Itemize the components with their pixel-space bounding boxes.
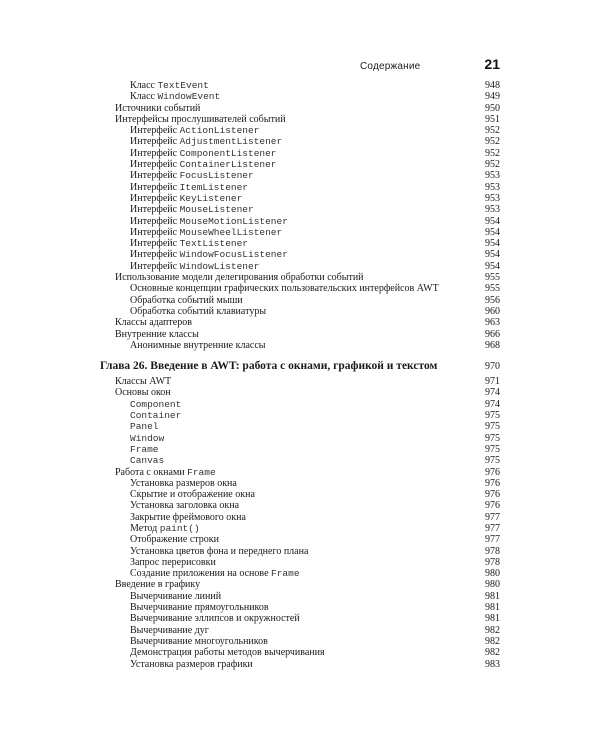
chapter-heading: [100, 360, 500, 372]
entry-text: Интерфейс: [130, 192, 180, 204]
code-identifier: Frame: [187, 466, 216, 478]
toc-entry-page: 974: [485, 387, 500, 399]
toc-entry-page: 954: [485, 249, 500, 261]
toc-entry-page: 950: [485, 102, 500, 114]
toc-entry-page: 981: [485, 590, 500, 602]
toc-entry: [100, 204, 500, 215]
toc-entry-page: 975: [485, 410, 500, 422]
code-identifier: paint(): [159, 522, 200, 534]
code-identifier: Frame: [271, 568, 300, 580]
toc-entry-page: 953: [485, 204, 500, 216]
entry-text: Интерфейс: [130, 181, 180, 193]
entry-text: Закрытие фреймового окна: [130, 511, 246, 523]
toc-entry: [100, 659, 500, 670]
code-identifier: MouseListener: [179, 204, 254, 216]
toc-entry-page: 953: [485, 181, 500, 193]
entry-text: Интерфейс: [130, 204, 180, 216]
toc-entry-page: 975: [485, 443, 500, 455]
toc-entry: [100, 602, 500, 613]
code-identifier: MouseWheelListener: [179, 226, 283, 238]
toc-entry: [100, 444, 500, 455]
toc-entry-page: 976: [485, 466, 500, 478]
toc-entry: [100, 170, 500, 181]
toc-entry-title: [130, 489, 255, 500]
code-identifier: Component: [130, 398, 182, 410]
toc-entry-title: [130, 340, 266, 351]
entry-text: Классы адаптеров: [115, 317, 192, 329]
toc-entry-page: 975: [485, 455, 500, 467]
toc-entry: [100, 80, 500, 91]
entry-text: Класс: [130, 91, 158, 103]
entry-text: Работа с окнами: [115, 466, 188, 478]
toc-entry-title: [115, 467, 216, 478]
code-identifier: WindowListener: [179, 260, 260, 272]
toc-entry-page: 953: [485, 170, 500, 182]
toc-entry-title: [115, 114, 286, 125]
toc-entry-page: 948: [485, 80, 500, 91]
toc-entry-page: 954: [485, 260, 500, 272]
toc-entry-title: [130, 659, 253, 670]
toc-entry-page: 954: [485, 226, 500, 238]
toc-entry-page: 960: [485, 305, 500, 317]
toc-entry: [100, 227, 500, 238]
toc-entry-page: 956: [485, 294, 500, 306]
toc-entry-title: [130, 399, 181, 410]
toc-entry-page: 963: [485, 317, 500, 329]
toc-entry-title: [130, 613, 300, 624]
entry-text: Интерфейс: [130, 260, 180, 272]
toc-entry: [100, 136, 500, 147]
code-identifier: TextListener: [179, 238, 249, 250]
entry-text: Создание приложения на основе: [130, 568, 272, 580]
toc-entry: [100, 159, 500, 170]
toc-entry-page: 971: [485, 376, 500, 388]
toc-entry-page: 954: [485, 215, 500, 227]
toc-entry-page: 977: [485, 522, 500, 534]
entry-text: Интерфейс: [130, 238, 180, 250]
code-identifier: Window: [130, 432, 165, 444]
toc-entry: [100, 283, 500, 294]
toc-entry: [100, 467, 500, 478]
toc-entry-page: 952: [485, 136, 500, 148]
toc-entry: [100, 489, 500, 500]
toc-entry: [100, 317, 500, 328]
toc-group-events: [100, 80, 500, 351]
entry-text: Интерфейс: [130, 215, 180, 227]
entry-text: Интерфейс: [130, 136, 180, 148]
entry-text: Интерфейс: [130, 226, 180, 238]
toc-entry: [100, 636, 500, 647]
toc-entry: [100, 534, 500, 545]
toc-entry-title: [130, 306, 266, 317]
toc-entry: [100, 91, 500, 102]
entry-text: Отображение строки: [130, 534, 219, 546]
toc-entry: [100, 478, 500, 489]
code-identifier: FocusListener: [179, 170, 254, 182]
toc-entry-title: [130, 546, 308, 557]
entry-text: Метод: [130, 522, 160, 534]
toc-entry-title: [130, 261, 259, 272]
toc-entry-title: [130, 636, 268, 647]
entry-text: Использование модели делегирования обработки событий: [115, 272, 364, 284]
toc-entry-title: [130, 455, 164, 466]
toc-entry: [100, 103, 500, 114]
toc-entry-title: [115, 329, 199, 340]
code-identifier: ActionListener: [179, 125, 260, 137]
entry-text: Вычерчивание дуг: [130, 624, 209, 636]
toc-entry: [100, 387, 500, 398]
toc-entry: [100, 125, 500, 136]
toc-entry-page: 977: [485, 511, 500, 523]
toc-entry: [100, 238, 500, 249]
toc-entry: [100, 579, 500, 590]
toc-entry: [100, 295, 500, 306]
toc-entry-title: [130, 433, 164, 444]
toc-entry-page: 955: [485, 272, 500, 284]
entry-text: Установка размеров графики: [130, 658, 253, 670]
toc-entry-title: [115, 103, 200, 114]
code-identifier: AdjustmentListener: [179, 136, 283, 148]
chapter-title: Глава 26. Введение в AWT: работа с окнами, графикой и текстом: [100, 360, 438, 373]
entry-text: Вычерчивание прямоугольников: [130, 602, 269, 614]
toc-entry-page: 980: [485, 568, 500, 580]
toc-entry-title: [130, 204, 254, 215]
toc-entry-title: [115, 317, 192, 328]
toc-entry-title: [130, 170, 254, 181]
toc-entry-title: [130, 444, 159, 455]
toc-entry-page: 951: [485, 113, 500, 125]
entry-text: Основы окон: [115, 387, 171, 399]
entry-text: Основные концепции графических пользовательских интерфейсов AWT: [130, 283, 439, 295]
entry-text: Вычерчивание линий: [130, 590, 222, 602]
toc-entry-title: [130, 238, 248, 249]
toc-entry-page: 952: [485, 159, 500, 171]
toc-entry-page: 975: [485, 432, 500, 444]
toc-entry: [100, 647, 500, 658]
toc-entry: [100, 591, 500, 602]
entry-text: Запрос перерисовки: [130, 556, 216, 568]
entry-text: Интерфейс: [130, 125, 180, 137]
toc-entry: [100, 410, 500, 421]
toc-entry-page: 954: [485, 238, 500, 250]
page-number: 21: [484, 56, 500, 72]
toc-entry: [100, 340, 500, 351]
toc-entry-title: [130, 283, 439, 294]
toc-entry-page: 982: [485, 624, 500, 636]
toc-entry-page: 976: [485, 500, 500, 512]
code-identifier: Container: [130, 410, 182, 422]
toc-entry: [100, 272, 500, 283]
toc-entry-page: 974: [485, 398, 500, 410]
toc-entry: [100, 500, 500, 511]
toc-entry: [100, 433, 500, 444]
toc-entry-title: [130, 647, 325, 658]
toc-entry-title: [130, 523, 200, 534]
running-header: [360, 56, 500, 76]
table-of-contents: [100, 80, 500, 670]
toc-entry: [100, 249, 500, 260]
toc-entry: [100, 557, 500, 568]
toc-entry-title: [130, 625, 209, 636]
toc-entry: [100, 512, 500, 523]
toc-entry-title: [130, 534, 219, 545]
toc-entry-page: 966: [485, 328, 500, 340]
toc-entry: [100, 306, 500, 317]
code-identifier: KeyListener: [179, 192, 243, 204]
toc-entry-page: 978: [485, 556, 500, 568]
entry-text: Класс: [130, 80, 158, 91]
entry-text: Скрытие и отображение окна: [130, 489, 255, 501]
toc-entry-title: [130, 421, 159, 432]
toc-group-awt: [100, 376, 500, 670]
toc-entry: [100, 568, 500, 579]
toc-entry-page: 952: [485, 125, 500, 137]
chapter-page-number: 970: [485, 361, 500, 373]
toc-entry-title: [130, 148, 277, 159]
code-identifier: TextEvent: [157, 80, 209, 91]
toc-entry-page: 953: [485, 192, 500, 204]
toc-entry: [100, 193, 500, 204]
toc-entry-page: 955: [485, 283, 500, 295]
code-identifier: Canvas: [130, 455, 165, 467]
entry-text: Интерфейс: [130, 170, 180, 182]
entry-text: Демонстрация работы методов вычерчивания: [130, 647, 325, 659]
toc-entry-page: 968: [485, 339, 500, 351]
toc-entry: [100, 216, 500, 227]
code-identifier: ComponentListener: [179, 147, 277, 159]
code-identifier: MouseMotionListener: [179, 215, 288, 227]
entry-text: Внутренние классы: [115, 328, 199, 340]
entry-text: Классы AWT: [115, 376, 172, 388]
toc-entry: [100, 329, 500, 340]
toc-entry-title: [115, 387, 171, 398]
toc-entry-title: [130, 557, 216, 568]
toc-entry-title: [130, 602, 269, 613]
entry-text: Установка заголовка окна: [130, 500, 240, 512]
toc-entry-page: 975: [485, 421, 500, 433]
entry-text: Установка цветов фона и переднего плана: [130, 545, 309, 557]
toc-entry: [100, 613, 500, 624]
code-identifier: Frame: [130, 443, 159, 455]
toc-entry-page: 980: [485, 579, 500, 591]
toc-entry-title: [130, 125, 259, 136]
toc-entry-title: [130, 193, 242, 204]
toc-entry-title: [130, 159, 277, 170]
toc-entry-title: [130, 216, 288, 227]
toc-entry-title: [130, 500, 239, 511]
toc-entry-title: [115, 376, 171, 387]
toc-entry: [100, 114, 500, 125]
toc-entry-page: 982: [485, 635, 500, 647]
code-identifier: WindowEvent: [157, 91, 221, 103]
toc-entry-page: 977: [485, 534, 500, 546]
entry-text: Интерфейс: [130, 249, 180, 261]
entry-text: Обработка событий мыши: [130, 294, 243, 306]
toc-entry-title: [130, 295, 243, 306]
running-header-title: Содержание: [360, 61, 421, 72]
toc-entry-title: [130, 249, 288, 260]
toc-entry-title: [130, 227, 282, 238]
code-identifier: Panel: [130, 421, 159, 433]
toc-entry-page: 981: [485, 613, 500, 625]
entry-text: Установка размеров окна: [130, 477, 237, 489]
toc-entry-title: [130, 136, 282, 147]
toc-entry: [100, 523, 500, 534]
entry-text: Обработка событий клавиатуры: [130, 305, 267, 317]
toc-entry: [100, 399, 500, 410]
toc-entry-page: 983: [485, 658, 500, 670]
toc-entry-page: 952: [485, 147, 500, 159]
entry-text: Интерфейс: [130, 147, 180, 159]
toc-entry: [100, 261, 500, 272]
toc-entry-title: [130, 410, 181, 421]
toc-entry: [100, 376, 500, 387]
toc-entry-title: [130, 568, 300, 579]
entry-text: Вычерчивание эллипсов и окружностей: [130, 613, 300, 625]
toc-entry-title: [130, 478, 237, 489]
toc-entry-title: [130, 182, 248, 193]
toc-entry-title: [130, 512, 246, 523]
entry-text: Вычерчивание многоугольников: [130, 635, 268, 647]
entry-text: Источники событий: [115, 102, 201, 114]
toc-entry-page: 981: [485, 602, 500, 614]
toc-entry-page: 976: [485, 489, 500, 501]
toc-entry: [100, 421, 500, 432]
entry-text: Интерфейс: [130, 159, 180, 171]
toc-entry-page: 978: [485, 545, 500, 557]
toc-entry-title: [130, 80, 209, 91]
entry-text: Введение в графику: [115, 579, 201, 591]
code-identifier: ItemListener: [179, 181, 249, 193]
toc-entry-title: [115, 272, 364, 283]
toc-entry-title: [130, 591, 221, 602]
toc-entry: [100, 625, 500, 636]
toc-entry-page: 949: [485, 91, 500, 103]
toc-entry-title: [115, 579, 200, 590]
entry-text: Интерфейсы прослушивателей событий: [115, 113, 286, 125]
toc-entry: [100, 455, 500, 466]
code-identifier: ContainerListener: [179, 159, 277, 171]
toc-entry-page: 982: [485, 647, 500, 659]
entry-text: Анонимные внутренние классы: [130, 339, 266, 351]
code-identifier: WindowFocusListener: [179, 249, 288, 261]
toc-entry: [100, 546, 500, 557]
toc-entry-page: 976: [485, 477, 500, 489]
toc-entry: [100, 148, 500, 159]
toc-entry: [100, 182, 500, 193]
toc-entry-title: [130, 91, 220, 102]
